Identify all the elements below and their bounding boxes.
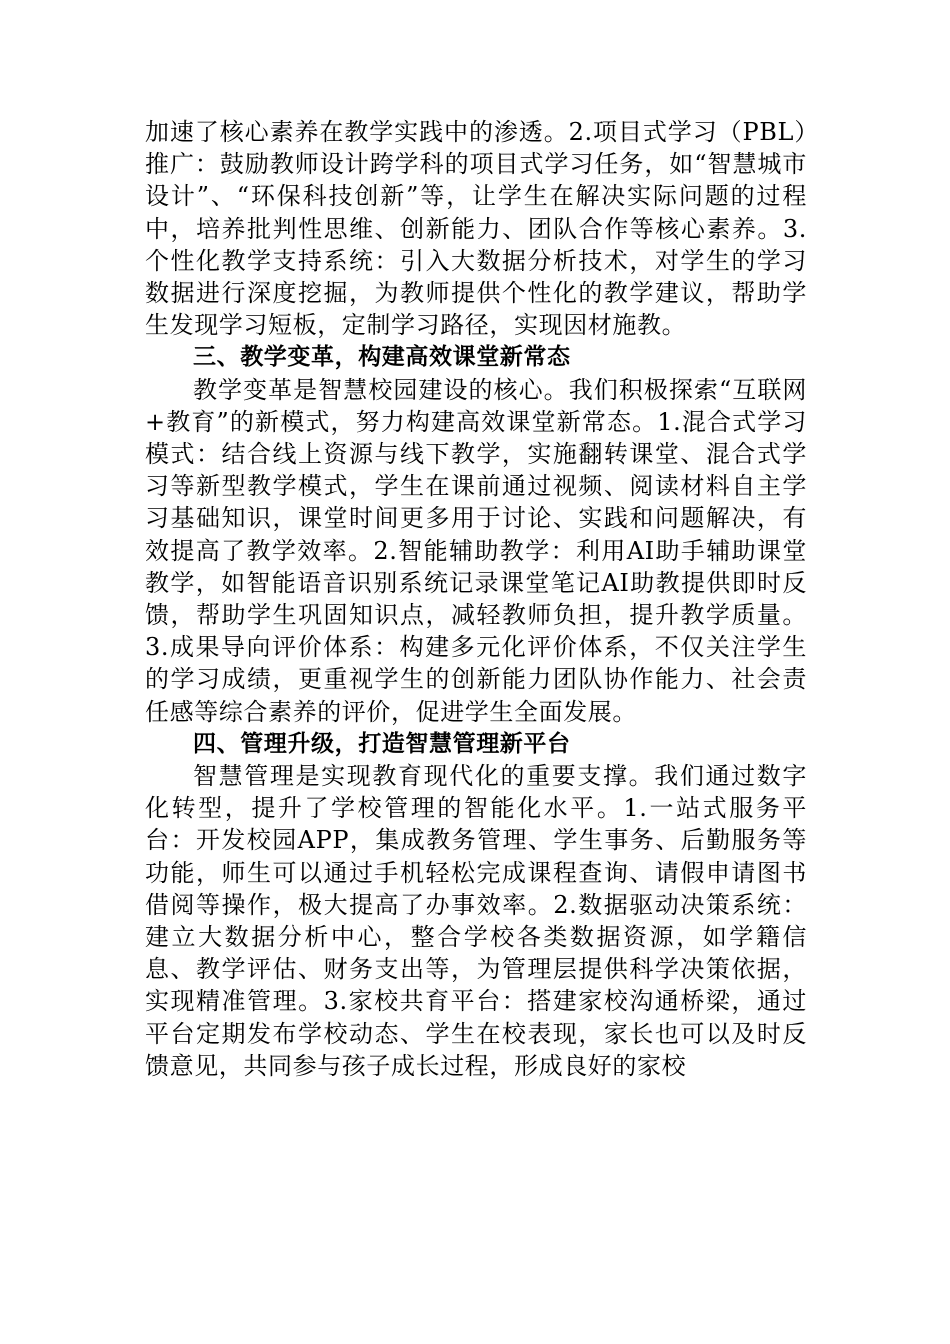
paragraph-continued: 加速了核心素养在教学实践中的渗透。2.项目式学习（PBL）推广：鼓励教师设计跨学科的项目式学习任务，如“智慧城市设计”、“环保科技创新”等，让学生在解决实际问题的过程中，培养批判性思维、创新能力、团队合作等核心素养。3.个性化教学支持系统：引入大数据分析技术，对学生的学习数据进行深度挖掘，为教师提供个性化的教学建议，帮助学生发现学习短板，定制学习路径，实现因材施教。	[145, 118, 807, 340]
section-heading-management-upgrade: 四、管理升级，打造智慧管理新平台	[193, 730, 571, 757]
section-heading-teaching-reform: 三、教学变革，构建高效课堂新常态	[193, 344, 571, 371]
paragraph-teaching-reform: 教学变革是智慧校园建设的核心。我们积极探索“互联网+教育”的新模式，努力构建高效课堂新常态。1.混合式学习模式：结合线上资源与线下教学，实施翻转课堂、混合式学习等新型教学模式，学生在课前通过视频、阅读材料自主学习基础知识，课堂时间更多用于讨论、实践和问题解决，有效提高了教学效率。2.智能辅助教学：利用AI助手辅助课堂教学，如智能语音识别系统记录课堂笔记AI助教提供即时反馈，帮助学生巩固知识点，减轻教师负担，提升教学质量。3.成果导向评价体系：构建多元化评价体系，不仅关注学生的学习成绩，更重视学生的创新能力团队协作能力、社会责任感等综合素养的评价，促进学生全面发展。	[145, 375, 807, 726]
document-body	[145, 116, 807, 1082]
paragraph-management-upgrade: 智慧管理是实现教育现代化的重要支撑。我们通过数字化转型，提升了学校管理的智能化水平。1.一站式服务平台：开发校园APP，集成教务管理、学生事务、后勤服务等功能，师生可以通过手机轻松完成课程查询、请假申请图书借阅等操作，极大提高了办事效率。2.数据驱动决策系统：建立大数据分析中心，整合学校各类数据资源，如学籍信息、教学评估、财务支出等，为管理层提供科学决策依据，实现精准管理。3.家校共育平台：搭建家校沟通桥梁，通过平台定期发布学校动态、学生在校表现，家长也可以及时反馈意见，共同参与孩子成长过程，形成良好的家校	[145, 762, 807, 1080]
